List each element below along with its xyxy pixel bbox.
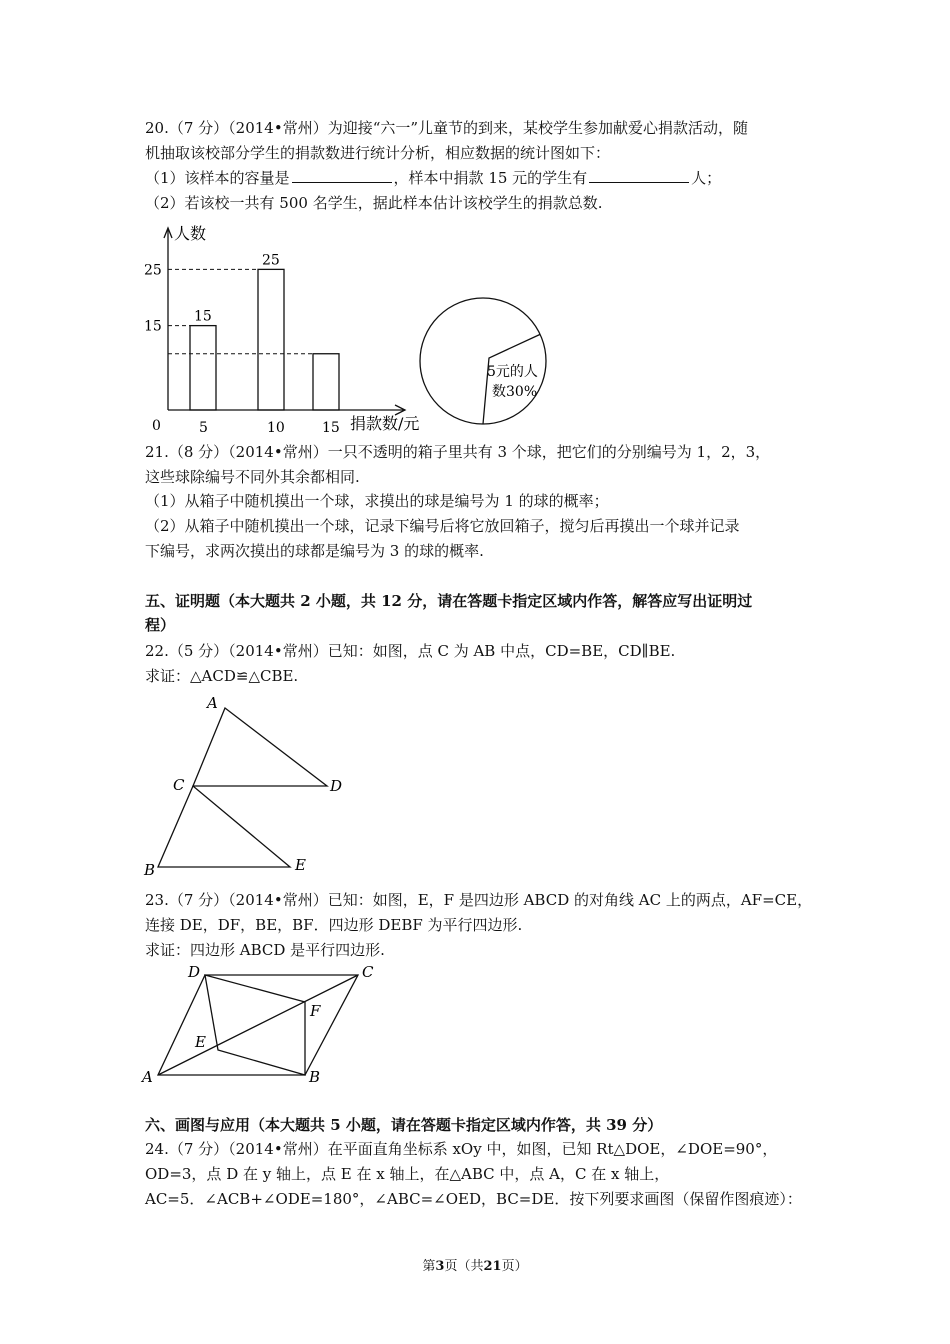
q20-sub1-b: ，样本中捐款 15 元的学生有 bbox=[393, 169, 588, 187]
label-A: A bbox=[207, 694, 218, 712]
origin-label: 0 bbox=[152, 418, 161, 434]
pie-circle bbox=[420, 298, 546, 424]
label-D: D bbox=[188, 963, 201, 981]
q21-line4: （2）从箱子中随机摸出一个球，记录下编号后将它放回箱子，搅匀后再摸出一个球并记录 bbox=[145, 517, 740, 535]
label-C: C bbox=[362, 963, 374, 981]
label-B: B bbox=[144, 861, 156, 879]
answer-blank-2 bbox=[589, 168, 689, 183]
q21-line1: 21.（8 分）（2014•常州）一只不透明的箱子里共有 3 个球，把它们的分别编号为 1，2，3， bbox=[145, 443, 771, 461]
q21-line2: 这些球除编号不同外其余都相同. bbox=[145, 468, 360, 486]
q20-sub1-a: （1）该样本的容量是 bbox=[145, 169, 290, 187]
answer-blank-1 bbox=[292, 168, 392, 183]
pie-label-line2: 数30% bbox=[492, 384, 538, 400]
diagonal-AC bbox=[158, 975, 358, 1075]
q21-line3: （1）从箱子中随机摸出一个球，求摸出的球是编号为 1 的球的概率； bbox=[145, 492, 609, 510]
q22-line2: 求证：△ACD≌△CBE. bbox=[145, 667, 299, 685]
q22-line1: 22.（5 分）（2014•常州）已知：如图，点 C 为 AB 中点，CD=BE，CD∥BE. bbox=[145, 642, 676, 660]
q23-line2: 连接 DE，DF，BE，BF．四边形 DEBF 为平行四边形. bbox=[145, 916, 523, 934]
triangle-CBE bbox=[158, 786, 290, 867]
label-E: E bbox=[195, 1033, 206, 1051]
bar-value-label-5: 15 bbox=[194, 308, 212, 325]
bar-5 bbox=[190, 326, 216, 410]
triangle-ACD bbox=[193, 708, 327, 786]
y-axis-label: 人数 bbox=[174, 224, 207, 243]
q20-sub2: （2）若该校一共有 500 名学生，据此样本估计该校学生的捐款总数. bbox=[145, 194, 603, 212]
footer-page-number: 3 bbox=[435, 1259, 445, 1274]
q24-line2: OD=3，点 D 在 y 轴上，点 E 在 x 轴上，在△ABC 中，点 A，C 在 x 轴上， bbox=[145, 1165, 670, 1183]
label-F: F bbox=[310, 1002, 321, 1020]
label-C: C bbox=[173, 776, 185, 794]
bar-value-label-10: 25 bbox=[262, 252, 280, 269]
q23-parallelogram-figure bbox=[140, 962, 390, 1087]
q20-line1: 20.（7 分）（2014•常州）为迎接“六一”儿童节的到来，某校学生参加献爱心捐款活动，随 bbox=[145, 119, 749, 137]
x-tick-15: 15 bbox=[322, 420, 340, 435]
footer-total-pages: 21 bbox=[483, 1259, 502, 1274]
q20-sub1-c: 人； bbox=[691, 169, 722, 187]
quadrilateral-DEBF bbox=[205, 975, 305, 1075]
label-A: A bbox=[142, 1068, 153, 1086]
footer-prefix: 第 bbox=[422, 1259, 436, 1274]
bar-15 bbox=[313, 354, 339, 410]
footer-suffix: 页） bbox=[501, 1259, 528, 1274]
q24-line3: AC=5．∠ACB+∠ODE=180°，∠ABC=∠OED，BC=DE．按下列要求画图（保留作图痕迹）： bbox=[145, 1190, 802, 1208]
q22-triangle-figure bbox=[140, 690, 360, 880]
footer-middle: 页（共 bbox=[444, 1259, 484, 1274]
q24-line1: 24.（7 分）（2014•常州）在平面直角坐标系 xOy 中，如图，已知 Rt△DOE，∠DOE=90°， bbox=[145, 1140, 778, 1158]
bar-chart bbox=[140, 220, 430, 435]
label-D: D bbox=[330, 777, 343, 795]
q21-line5: 下编号，求两次摸出的球都是编号为 3 的球的概率. bbox=[145, 542, 484, 560]
y-tick-25: 25 bbox=[144, 262, 162, 279]
y-tick-15: 15 bbox=[144, 318, 162, 335]
pie-label-line1: 5元的人 bbox=[487, 364, 538, 380]
section6-title: 六、画图与应用（本大题共 5 小题，请在答题卡指定区域内作答，共 39 分） bbox=[145, 1116, 663, 1134]
section5-title-line1: 五、证明题（本大题共 2 小题，共 12 分，请在答题卡指定区域内作答，解答应写出证明过 bbox=[145, 592, 753, 610]
q20-line2: 机抽取该校部分学生的捐款数进行统计分析，相应数据的统计图如下： bbox=[145, 144, 611, 162]
q20-sub1 bbox=[145, 167, 721, 189]
x-tick-10: 10 bbox=[267, 420, 285, 435]
q23-line1: 23.（7 分）（2014•常州）已知：如图，E，F 是四边形 ABCD 的对角线 AC 上的两点，AF=CE， bbox=[145, 891, 813, 909]
x-tick-5: 5 bbox=[199, 420, 208, 435]
x-axis-label: 捐款数/元 bbox=[350, 414, 420, 433]
page-footer bbox=[0, 1255, 950, 1274]
bar-chart-group bbox=[144, 224, 419, 435]
label-B: B bbox=[309, 1068, 321, 1086]
pie-chart bbox=[415, 290, 565, 430]
q23-line3: 求证：四边形 ABCD 是平行四边形. bbox=[145, 941, 385, 959]
section5-title-line2: 程） bbox=[145, 616, 176, 634]
label-E: E bbox=[295, 856, 306, 874]
bar-10 bbox=[258, 269, 284, 410]
